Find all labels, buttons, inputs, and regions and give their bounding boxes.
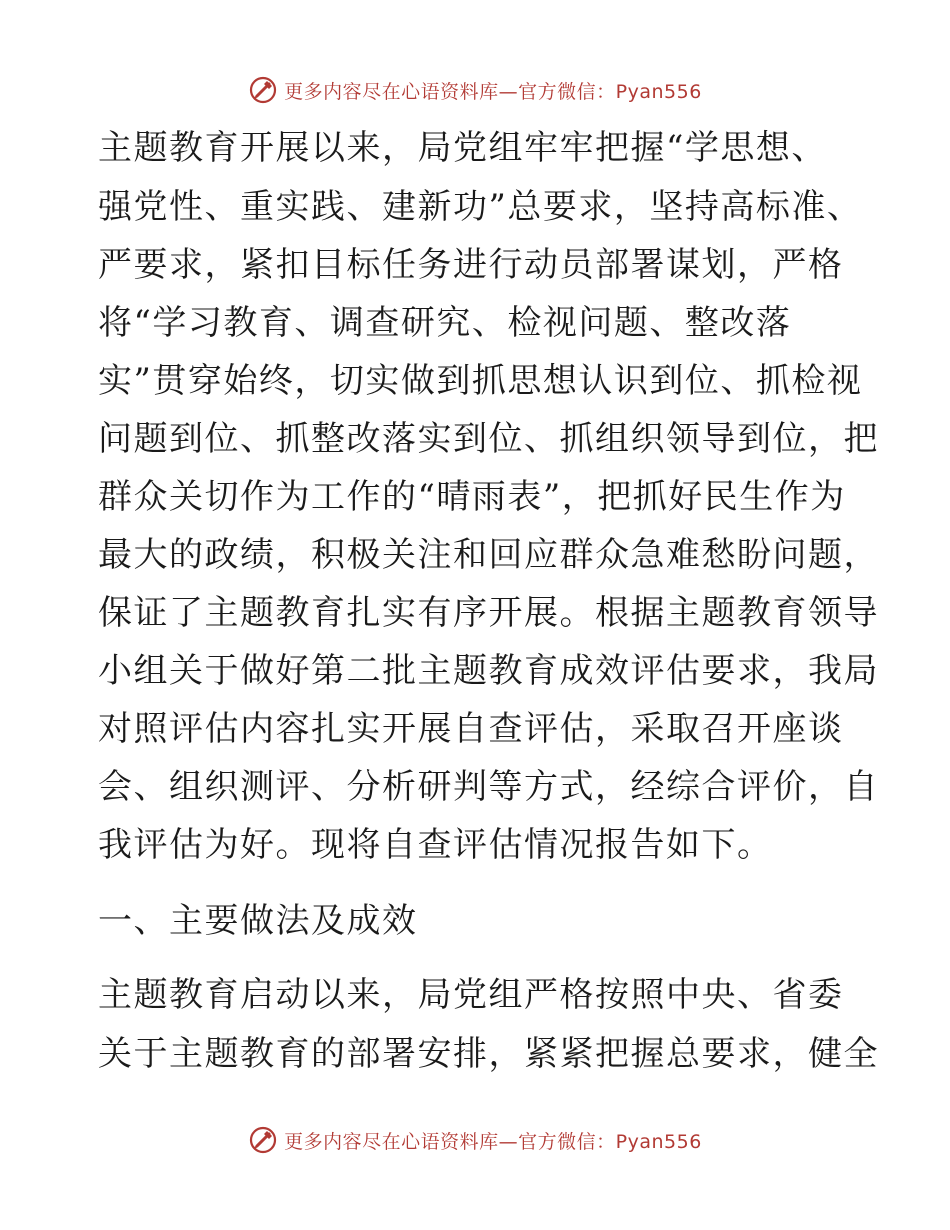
paragraph-line: 强党性、重实践、建新功”总要求，坚持高标准、 [98,187,863,227]
paragraph-line: 主题教育启动以来，局党组严格按照中央、省委 [98,975,844,1015]
footer-banner-text: 更多内容尽在心语资料库—官方微信：Pyan556 [284,1130,702,1153]
paragraph-line: 小组关于做好第二批主题教育成效评估要求，我局 [98,651,879,691]
section-heading: 一、主要做法及成效 [98,901,418,941]
paragraph-line: 实”贯穿始终，切实做到抓思想认识到位、抓检视 [98,361,863,401]
paragraph-line: 保证了主题教育扎实有序开展。根据主题教育领导 [98,593,879,633]
quill-pen-logo-icon [248,75,278,105]
paragraph-line: 问题到位、抓整改落实到位、抓组织领导到位，把 [98,419,879,459]
quill-pen-logo-icon [248,1125,278,1155]
paragraph-line: 对照评估内容扎实开展自查评估，采取召开座谈 [98,709,844,749]
paragraph-line: 将“学习教育、调查研究、检视问题、整改落 [98,303,792,343]
paragraph-line: 关于主题教育的部署安排，紧紧把握总要求，健全 [98,1034,879,1074]
paragraph-line: 最大的政绩，积极关注和回应群众急难愁盼问题， [98,535,879,575]
header-banner [0,70,950,110]
paragraph-line: 主题教育开展以来，局党组牢牢把握“学思想、 [98,128,827,168]
footer-banner [0,1120,950,1160]
paragraph-line: 群众关切作为工作的“晴雨表”，把抓好民生作为 [98,477,846,517]
header-banner-text: 更多内容尽在心语资料库—官方微信：Pyan556 [284,80,702,103]
paragraph-line: 我评估为好。现将自查评估情况报告如下。 [98,825,773,865]
paragraph-line: 会、组织测评、分析研判等方式，经综合评价，自 [98,767,879,807]
paragraph-line: 严要求，紧扣目标任务进行动员部署谋划，严格 [98,245,844,285]
